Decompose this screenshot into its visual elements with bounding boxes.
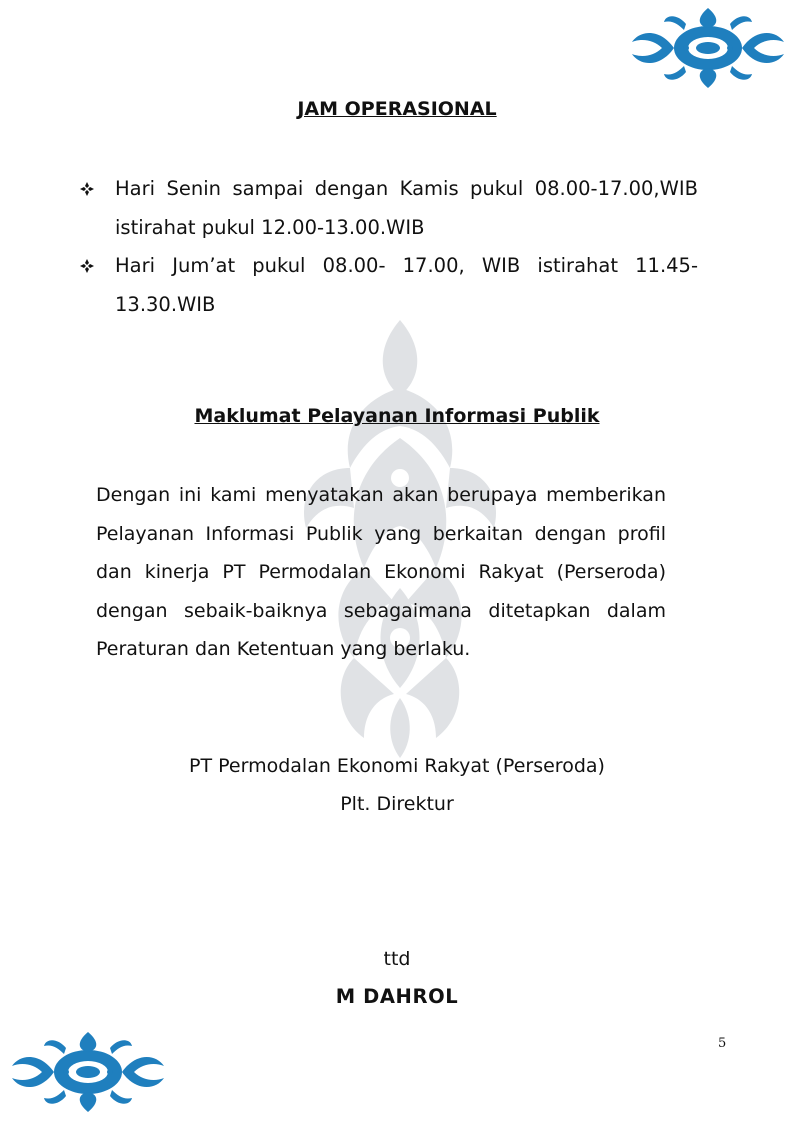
- hours-item-text: Hari Senin sampai dengan Kamis pukul 08.00-17.00,WIB istirahat pukul 12.00-13.00.WIB: [115, 177, 698, 239]
- signer-name: M DAHROL: [335, 985, 459, 1008]
- diamond-bullet-icon: [80, 259, 94, 273]
- statement-paragraph: Dengan ini kami menyatakan akan berupaya memberikan Pelayanan Informasi Publik yang berkaitan dengan profil dan kinerja PT Permodalan Ekonomi Rakyat (Perseroda) dengan sebaik-baiknya sebagaimana ditetapkan dalam Peraturan dan Ketentuan yang berlaku.: [96, 484, 666, 661]
- top-right-ornament-icon: [626, 4, 790, 92]
- hours-item-weekdays: [80, 170, 698, 247]
- page-title: JAM OPERASIONAL: [297, 98, 497, 120]
- diamond-bullet-icon: [80, 182, 94, 196]
- signer-position: Plt. Direktur: [340, 793, 454, 815]
- signature-mark: ttd: [383, 948, 411, 970]
- section-heading: Maklumat Pelayanan Informasi Publik: [194, 405, 600, 427]
- page-number: 5: [718, 1036, 727, 1051]
- hours-item-friday: [80, 247, 698, 324]
- company-name: PT Permodalan Ekonomi Rakyat (Perseroda): [189, 755, 605, 777]
- hours-item-text: Hari Jum’at pukul 08.00- 17.00, WIB istirahat 11.45-13.30.WIB: [115, 254, 698, 316]
- bottom-left-ornament-icon: [6, 1028, 170, 1116]
- operating-hours-list: [80, 170, 698, 324]
